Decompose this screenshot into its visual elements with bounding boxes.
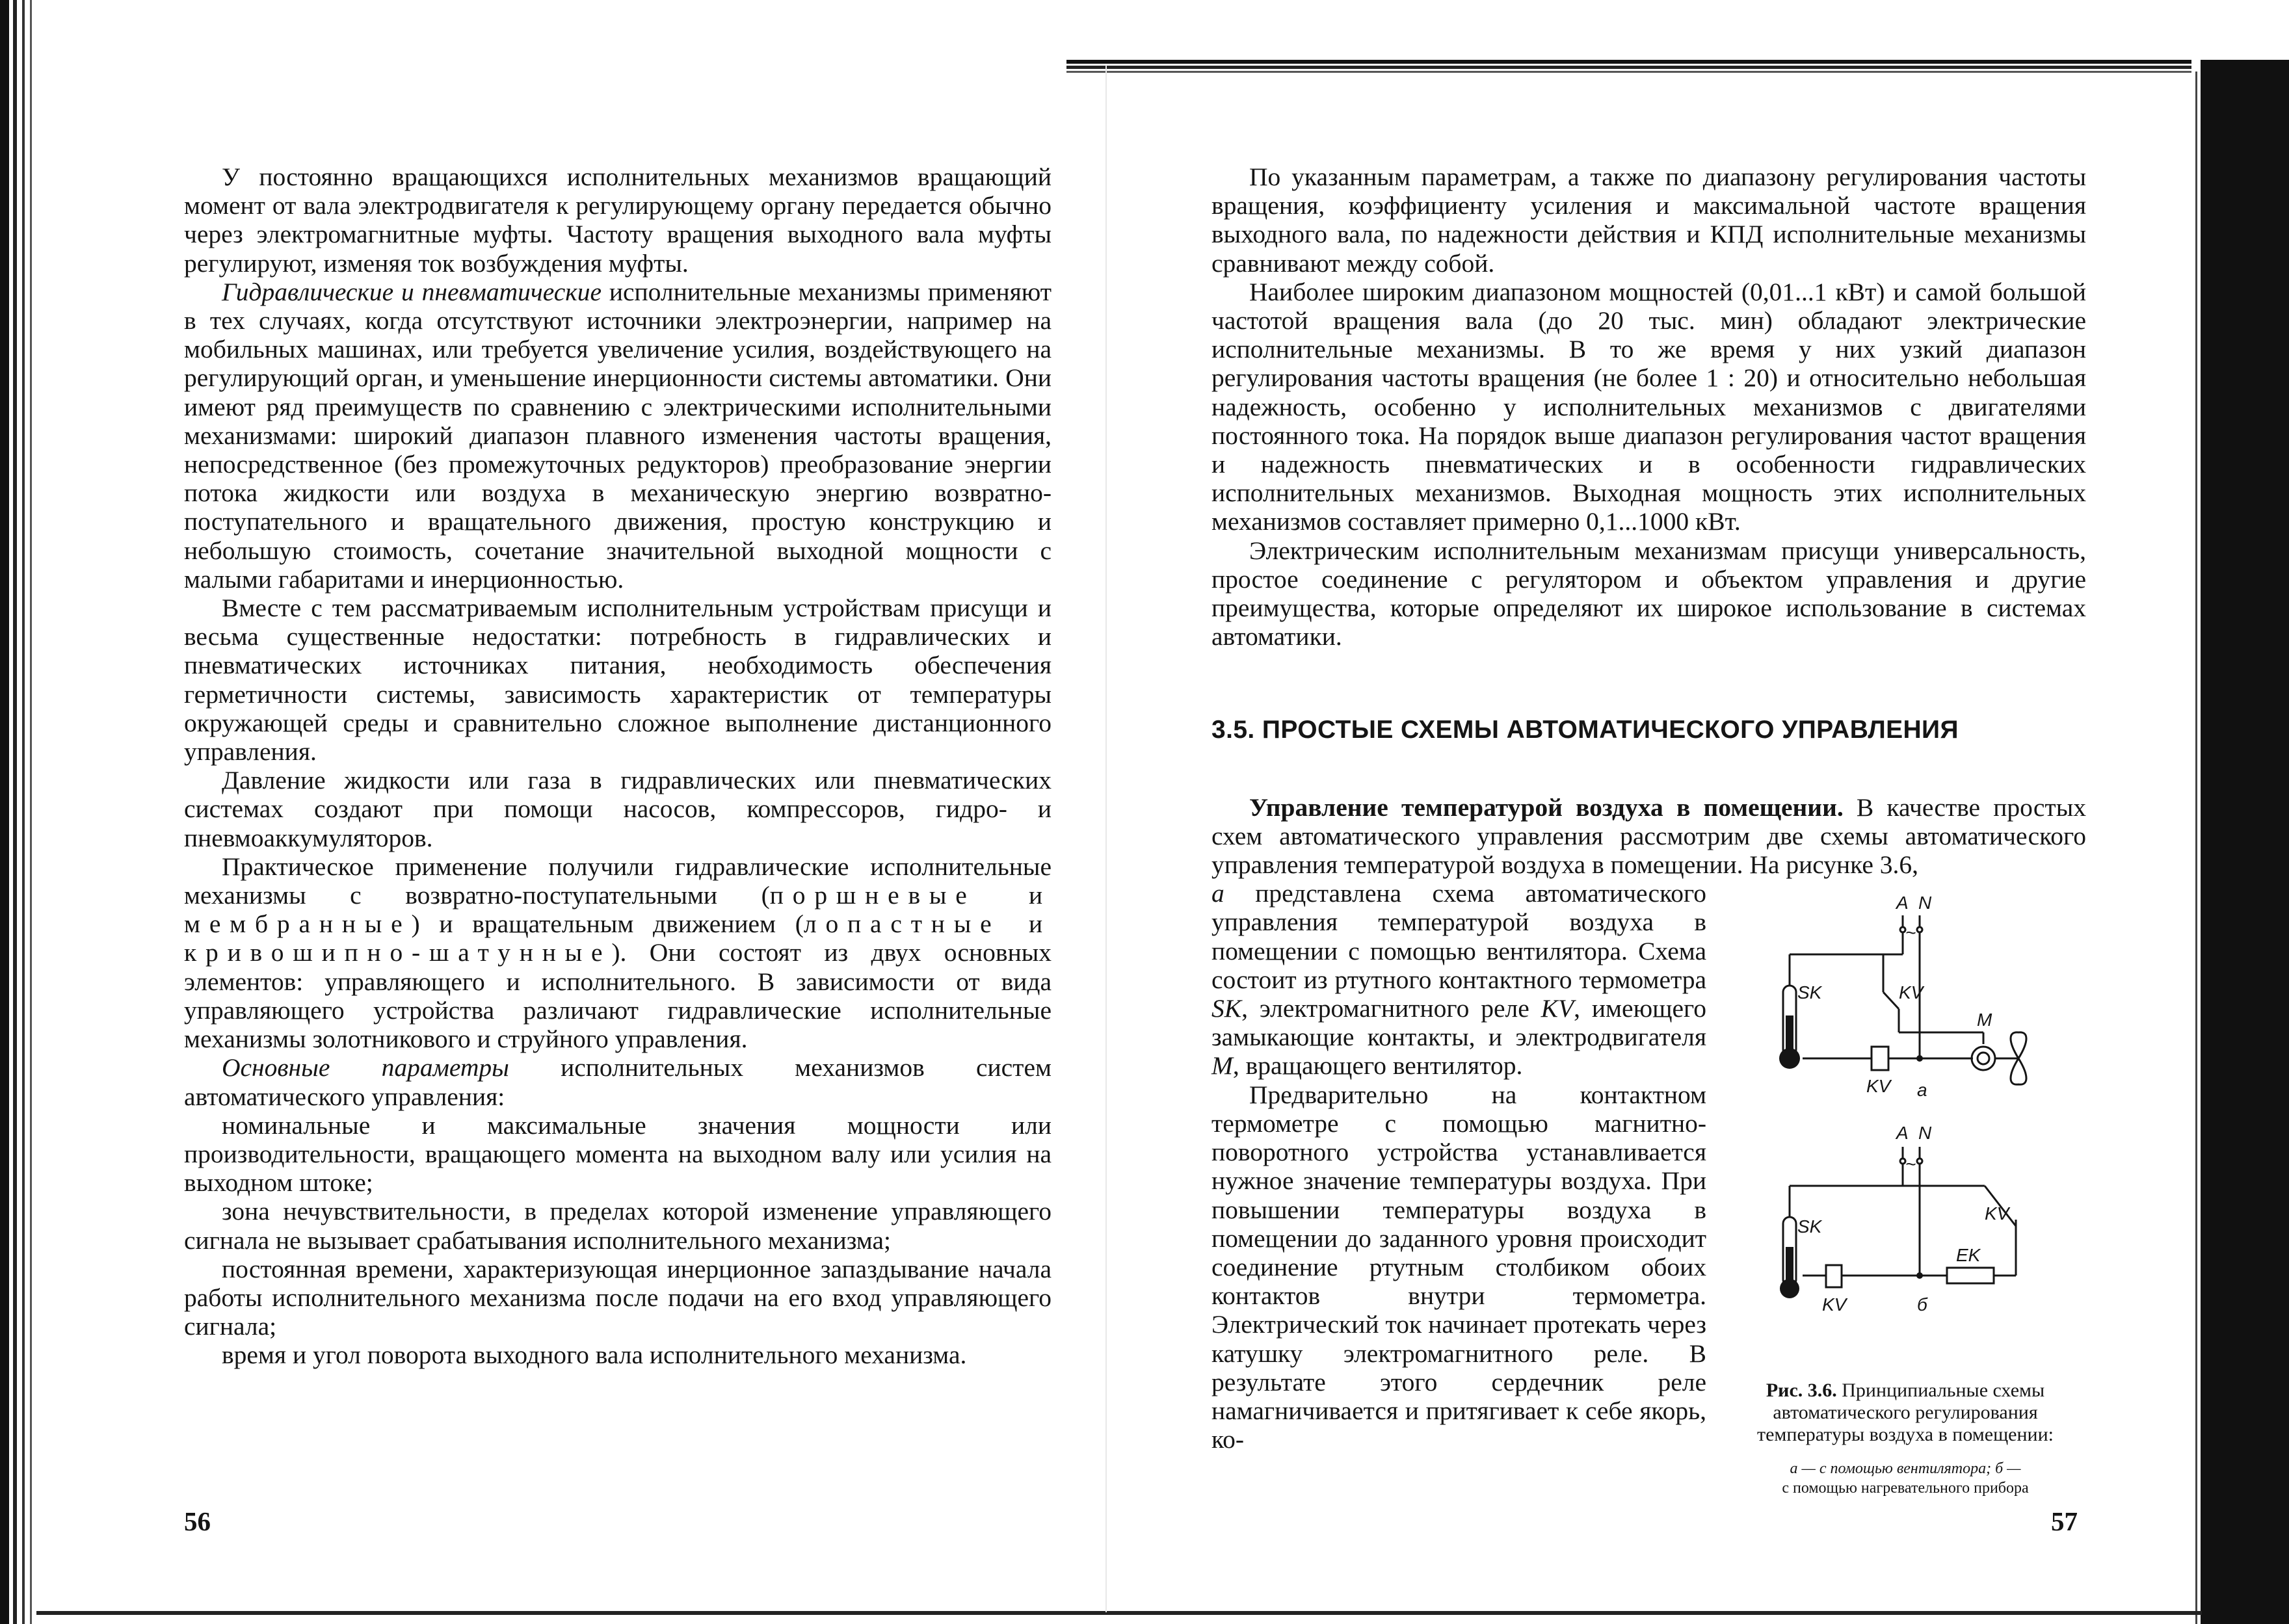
spaced-term: лопастные и кривошипно-шатунные (184, 910, 1052, 967)
paragraph-text: представлена схема автоматического управления температурой воздуха в помещении с помощью вентилятора. Схема состоит из ртутного контактного термометра (1211, 879, 1706, 994)
label-phase-a-2: A (1896, 1123, 1909, 1144)
paragraph-text: Практическое применение получили гидравлические исполнительные механизмы с возвратно-поступательными ( (184, 852, 1052, 910)
left-page (184, 163, 1052, 1370)
italic-symbol: KV (1541, 994, 1574, 1023)
label-sub-b: б (1917, 1294, 1927, 1315)
label-ac: ~ (1905, 923, 1916, 943)
list-item: постоянная времени, характеризующая инерционное запаздывание начала работы исполнительного механизма после подачи на его вход управляющего сигнала; (184, 1254, 1052, 1341)
paragraph-text: ) и вращательным движением ( (411, 910, 804, 939)
bold-lead: Управление температурой воздуха в помещении. (1249, 792, 1844, 822)
paragraph: Электрическим исполнительным механизмам присущи универсальность, простое соединение с регулятором и объектом управления и другие преимущества, которые определяют их широкое использование в системах автоматики. (1211, 536, 2086, 651)
caption-text: Принципиальные схемы автоматического регулирования температуры воздуха в помещении: (1756, 1380, 2054, 1446)
list-item: номинальные и максимальные значения мощности или производительности, вращающего момента на выходном валу или усилия на выходном штоке; (184, 1110, 1052, 1198)
italic-symbol: SK (1211, 994, 1242, 1023)
subcaption-line: с помощью нагревательного прибора (1782, 1480, 2029, 1497)
italic-letter: а (1211, 879, 1224, 908)
page-number-right: 57 (2051, 1506, 2078, 1536)
book-top-edge (1066, 60, 2191, 78)
book-gutter (1105, 65, 1107, 1612)
figure-subcaption (1725, 1459, 2086, 1498)
label-ac-2: ~ (1905, 1154, 1916, 1175)
figure-number: Рис. 3.6. (1766, 1380, 1837, 1402)
paragraph: Наиболее широким диапазоном мощностей (0,01...1 кВт) и самой большой частотой вращения вала (до 20 тыс. мин) обладают электрические исполнительные механизмы. В то же время у них узкий диапазон регулирования частоты вращения (не более 1 : 20) и относительно небольшая надежность, особенно у исполнительных механизмов с двигателями постоянного тока. На порядок выше диапазон регулирования частот вращения и надежность пневматических и в особенности гидравлических исполнительных механизмов. Выходная мощность этих исполнительных механизмов составляет примерно 0,1...1000 кВт. (1211, 277, 2086, 536)
paragraph-text: исполнительные механизмы применяют в тех случаях, когда отсутствуют источники электроэнергии, например на мобильных машинах, или требуется увеличение усилия, воздействующего на регулирующий орган, и уменьшение инерционности системы автоматики. Они имеют ряд преимуществ по сравнению с электрическими исполнительными механизмами: широкий диапазон плавного изменения частоты вращения, непосредственное (без промежуточных редукторов) преобразование энергии потока жидкости или воздуха в механическую энергию возвратно-поступательного и вращательного движения, простую конструкцию и небольшую стоимость, сочетание значительной выходной мощности с малыми габаритами и инерционностью. (184, 277, 1052, 594)
paragraph (1211, 793, 2086, 880)
figure-3-6 (1725, 882, 2086, 1498)
book-bottom-edge (36, 1611, 2202, 1615)
paragraph-text: В качестве простых схем автоматического управления рассмотрим две схемы автоматического управления температурой воздуха в помещении. На рисунке 3.6, (1211, 792, 2086, 880)
list-item: зона нечувствительности, в пределах которой изменение управляющего сигнала не вызывает срабатывания исполнительного механизма; (184, 1197, 1052, 1255)
paragraph: По указанным параметрам, а также по диапазону регулирования частоты вращения, коэффициенту усиления и максимальной частоте вращения выходного вала, по надежности действия и КПД исполнительные механизмы сравнивают между собой. (1211, 163, 2086, 278)
page-edge-lines (2193, 72, 2201, 1624)
scan-dark-margin (2201, 60, 2289, 1624)
label-kv-contact: KV (1899, 982, 1924, 1003)
subcaption-line: а — с помощью вентилятора; б — (1790, 1460, 2021, 1478)
label-ek: EK (1956, 1245, 1981, 1266)
label-sub-a: а (1917, 1080, 1927, 1101)
list-item: время и угол поворота выходного вала исполнительного механизма. (222, 1341, 967, 1370)
paragraph-text: , электромагнитного реле (1241, 994, 1541, 1023)
paragraph (184, 1053, 1052, 1110)
label-kv-contact-2: KV (1985, 1203, 2009, 1224)
paragraph-text: ). Они состоят из двух основных элементов: управляющего и исполнительного. В зависимости от вида управляющего устройства различают гидравлические исполнительные механизмы золотникового и струйного управления. (184, 938, 1052, 1054)
label-kv-coil: KV (1866, 1076, 1891, 1097)
label-phase-a: A (1896, 893, 1909, 913)
circuit-diagram (1725, 882, 2086, 1363)
page-number-left: 56 (184, 1506, 211, 1536)
paragraph: Давление жидкости или газа в гидравлических или пневматических системах создают при помощи насосов, компрессоров, гидро- и пневмоаккумуляторов. (184, 766, 1052, 852)
italic-term: Основные параметры (222, 1053, 509, 1082)
italic-term: Гидравлические и пневматические (222, 277, 602, 306)
paragraph: Вместе с тем рассматриваемым исполнительным устройствам присущи и весьма существенные недостатки: потребность в гидравлических и пневматических источниках питания, необходимость обеспечения герметичности системы, зависимость характеристик от температуры окружающей среды и сравнительно сложное выполнение дистанционного управления. (184, 594, 1052, 766)
paragraph-text: , вращающего вентилятор. (1232, 1051, 1523, 1080)
italic-symbol: M (1211, 1051, 1233, 1080)
label-sk: SK (1797, 982, 1822, 1003)
paragraph (184, 852, 1052, 1053)
right-page (1211, 163, 2086, 1498)
paragraph: У постоянно вращающихся исполнительных механизмов вращающий момент от вала электродвигателя к регулирующему органу передается обычно через электромагнитные муфты. Частоту вращения выходного вала муфты регулируют, изменяя ток возбуждения муфты. (184, 163, 1052, 278)
label-sk-2: SK (1797, 1216, 1822, 1237)
figure-caption (1725, 1380, 2086, 1446)
spaced-term: поршневые и мембранные (184, 881, 1052, 939)
paragraph (184, 278, 1052, 594)
paragraph: Предварительно на контактном термометре с помощью магнитно-поворотного устройства устанавливается нужное значение температуры воздуха. При повышении температуры воздуха в помещении до заданного уровня происходит соединение ртутным столбиком обоих контактов внутри термометра. Электрический ток начинает протекать через катушку электромагнитного реле. В результате этого сердечник реле намагничивается и притягивает к себе якорь, ко- (1211, 1080, 1706, 1454)
label-kv-coil-2: KV (1822, 1294, 1847, 1315)
book-binding-left-edge (0, 0, 36, 1624)
label-neutral-n: N (1918, 893, 1932, 913)
label-motor: M (1977, 1010, 1992, 1030)
paragraph-text: , имеющего замыкающие контакты, и электродвигателя (1211, 994, 1707, 1052)
label-neutral-n-2: N (1918, 1123, 1932, 1144)
section-heading: 3.5. ПРОСТЫЕ СХЕМЫ АВТОМАТИЧЕСКОГО УПРАВЛЕНИЯ (1211, 716, 1959, 744)
paragraph-text: исполнительных механизмов систем автоматического управления: (184, 1053, 1052, 1111)
